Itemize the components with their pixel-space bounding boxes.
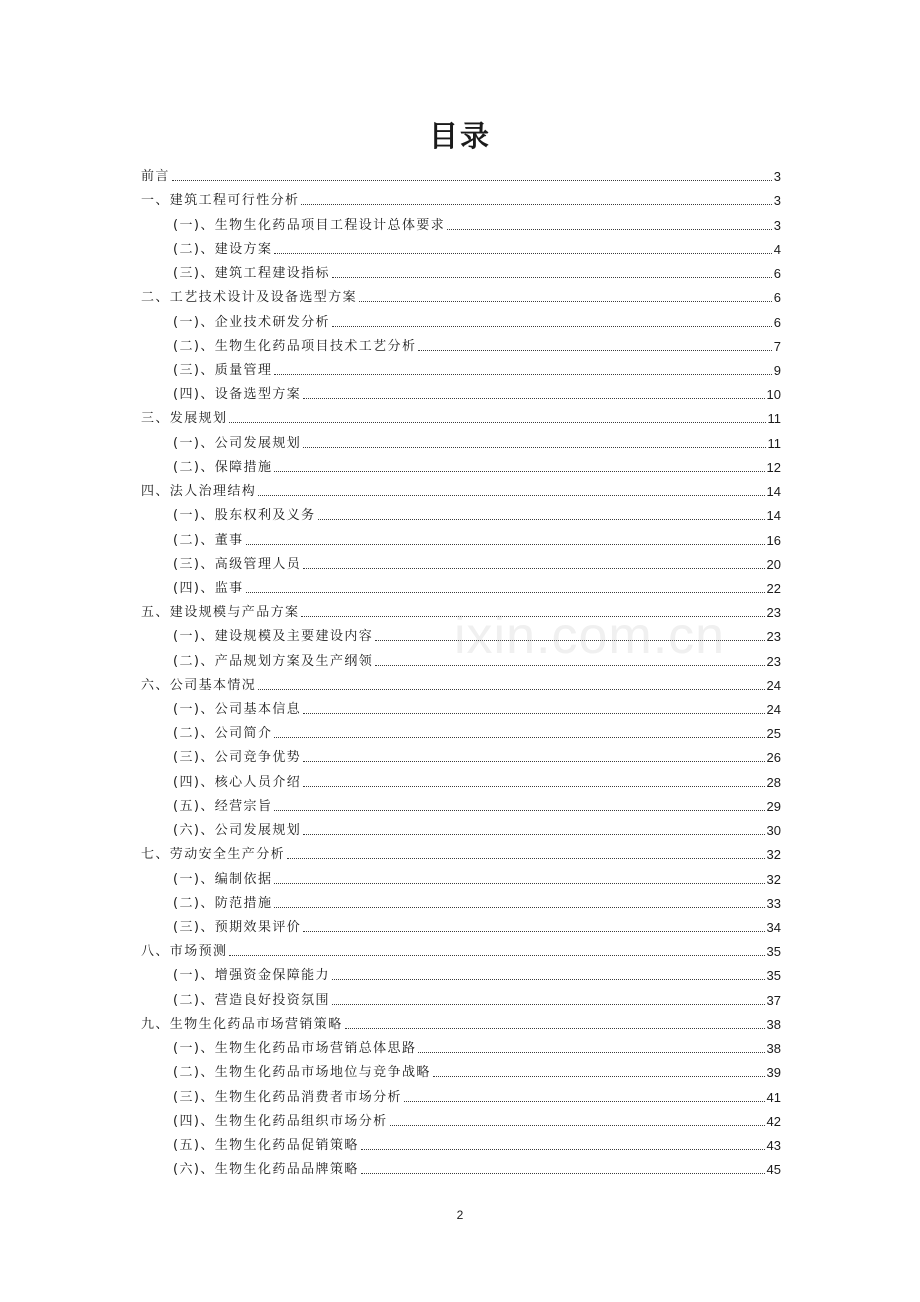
toc-section-entry[interactable] (141, 1081, 781, 1105)
toc-entry-page-number: 26 (766, 750, 781, 766)
toc-section-entry[interactable] (141, 1033, 781, 1057)
toc-chapter-entry[interactable] (141, 839, 781, 863)
toc-dot-leader (359, 301, 772, 302)
toc-entry-label: (五)、经营宗旨 (173, 798, 273, 814)
toc-entry-page-number: 43 (766, 1137, 781, 1153)
toc-entry-label: (一)、建设规模及主要建设内容 (173, 629, 374, 645)
toc-section-entry[interactable] (141, 209, 781, 233)
toc-section-entry[interactable] (141, 549, 781, 573)
table-of-contents (141, 161, 781, 1178)
toc-dot-leader (433, 1076, 765, 1077)
toc-entry-label: (三)、生物生化药品消费者市场分析 (173, 1089, 402, 1105)
toc-entry-label: (一)、生物生化药品市场营销总体思路 (173, 1041, 417, 1057)
toc-section-entry[interactable] (141, 645, 781, 669)
toc-dot-leader (332, 979, 765, 980)
toc-entry-label: (三)、建筑工程建设指标 (173, 266, 330, 282)
toc-entry-page-number: 39 (766, 1065, 781, 1081)
toc-dot-leader (303, 786, 764, 787)
toc-dot-leader (287, 858, 765, 859)
toc-entry-label: (二)、生物生化药品项目技术工艺分析 (173, 338, 417, 354)
toc-section-entry[interactable] (141, 815, 781, 839)
toc-entry-page-number: 25 (766, 726, 781, 742)
toc-dot-leader (229, 422, 765, 423)
toc-entry-label: (四)、监事 (173, 580, 244, 596)
toc-dot-leader (318, 519, 765, 520)
toc-entry-page-number: 6 (773, 266, 781, 282)
toc-chapter-entry[interactable] (141, 161, 781, 185)
toc-entry-page-number: 30 (766, 823, 781, 839)
toc-entry-label: (一)、股东权利及义务 (173, 508, 316, 524)
toc-entry-page-number: 10 (766, 387, 781, 403)
toc-entry-page-number: 32 (766, 871, 781, 887)
toc-dot-leader (390, 1125, 765, 1126)
toc-entry-page-number: 11 (767, 435, 781, 451)
toc-dot-leader (303, 761, 764, 762)
toc-entry-label: (二)、防范措施 (173, 895, 273, 911)
toc-entry-page-number: 41 (766, 1089, 781, 1105)
toc-dot-leader (301, 204, 771, 205)
toc-entry-page-number: 23 (766, 605, 781, 621)
toc-dot-leader (404, 1101, 765, 1102)
toc-entry-page-number: 34 (766, 920, 781, 935)
toc-section-entry[interactable] (141, 742, 781, 766)
toc-entry-label: (一)、企业技术研发分析 (173, 314, 330, 330)
toc-entry-page-number: 14 (766, 484, 781, 500)
toc-entry-label: (一)、增强资金保障能力 (173, 968, 330, 984)
toc-entry-page-number: 3 (773, 193, 781, 209)
toc-entry-page-number: 12 (766, 459, 781, 475)
toc-entry-label: (二)、建设方案 (173, 241, 273, 257)
toc-section-entry[interactable] (141, 1130, 781, 1154)
toc-entry-page-number: 45 (766, 1162, 781, 1178)
toc-section-entry[interactable] (141, 1057, 781, 1081)
toc-entry-page-number: 28 (766, 774, 781, 790)
toc-entry-label: (六)、公司发展规划 (173, 823, 302, 839)
toc-entry-label: (四)、设备选型方案 (173, 387, 302, 403)
toc-section-entry[interactable] (141, 258, 781, 282)
toc-dot-leader (361, 1149, 765, 1150)
toc-entry-page-number: 38 (766, 1016, 781, 1032)
toc-entry-label: (二)、营造良好投资氛围 (173, 992, 330, 1008)
toc-dot-leader (361, 1173, 765, 1174)
toc-entry-label: (一)、编制依据 (173, 871, 273, 887)
toc-dot-leader (274, 471, 764, 472)
toc-entry-page-number: 3 (773, 217, 781, 233)
toc-dot-leader (332, 277, 772, 278)
toc-section-entry[interactable] (141, 1106, 781, 1130)
toc-entry-page-number: 9 (773, 362, 781, 378)
toc-section-entry[interactable] (141, 863, 781, 887)
toc-dot-leader (229, 955, 764, 956)
toc-entry-page-number: 37 (766, 992, 781, 1008)
toc-entry-label: (六)、生物生化药品品牌策略 (173, 1162, 359, 1178)
toc-section-entry[interactable] (141, 427, 781, 451)
toc-entry-label: 一、建筑工程可行性分析 (141, 193, 300, 209)
toc-section-entry[interactable] (141, 621, 781, 645)
toc-section-entry[interactable] (141, 452, 781, 476)
toc-section-entry[interactable] (141, 984, 781, 1008)
toc-dot-leader (332, 326, 772, 327)
toc-entry-label: 七、劳动安全生产分析 (141, 847, 286, 863)
toc-section-entry[interactable] (141, 379, 781, 403)
toc-dot-leader (418, 350, 771, 351)
toc-dot-leader (246, 592, 765, 593)
toc-entry-label: 五、建设规模与产品方案 (141, 605, 300, 621)
toc-dot-leader (274, 907, 764, 908)
toc-dot-leader (418, 1052, 764, 1053)
toc-entry-page-number: 35 (766, 944, 781, 960)
toc-entry-page-number: 23 (766, 653, 781, 669)
toc-entry-label: (一)、公司发展规划 (173, 435, 302, 451)
toc-dot-leader (274, 374, 771, 375)
page-title: 目录 (428, 119, 491, 153)
toc-dot-leader (447, 229, 772, 230)
toc-entry-page-number: 23 (766, 629, 781, 645)
toc-dot-leader (303, 398, 764, 399)
toc-dot-leader (375, 640, 764, 641)
toc-section-entry[interactable] (141, 355, 781, 379)
watermark: ixin.com.cn (454, 607, 726, 665)
toc-entry-page-number: 20 (766, 556, 781, 572)
toc-entry-page-number: 7 (773, 338, 781, 354)
toc-dot-leader (274, 883, 764, 884)
toc-dot-leader (375, 665, 764, 666)
toc-entry-label: (二)、生物生化药品市场地位与竞争战略 (173, 1065, 431, 1081)
toc-dot-leader (274, 253, 771, 254)
toc-dot-leader (303, 447, 765, 448)
toc-entry-page-number: 29 (766, 798, 781, 814)
toc-chapter-entry[interactable] (141, 1009, 781, 1033)
toc-dot-leader (303, 713, 764, 714)
toc-chapter-entry[interactable] (141, 936, 781, 960)
toc-entry-label: (三)、预期效果评价 (173, 920, 302, 935)
toc-entry-label: (二)、保障措施 (173, 459, 273, 475)
toc-entry-label: (一)、公司基本信息 (173, 702, 302, 718)
toc-dot-leader (303, 931, 764, 932)
toc-entry-page-number: 11 (767, 411, 781, 427)
toc-entry-page-number: 24 (766, 677, 781, 693)
page-number: 2 (456, 1208, 464, 1222)
toc-entry-page-number: 16 (766, 532, 781, 548)
toc-section-entry[interactable] (141, 694, 781, 718)
toc-section-entry[interactable] (141, 500, 781, 524)
toc-entry-page-number: 32 (766, 847, 781, 863)
toc-section-entry[interactable] (141, 331, 781, 355)
toc-dot-leader (274, 737, 764, 738)
toc-dot-leader (258, 689, 764, 690)
toc-chapter-entry[interactable] (141, 476, 781, 500)
toc-chapter-entry[interactable] (141, 185, 781, 209)
toc-entry-label: (二)、产品规划方案及生产纲领 (173, 653, 374, 669)
toc-entry-page-number: 24 (766, 702, 781, 718)
toc-dot-leader (258, 495, 764, 496)
toc-entry-label: (一)、生物生化药品项目工程设计总体要求 (173, 217, 446, 233)
toc-section-entry[interactable] (141, 960, 781, 984)
toc-section-entry[interactable] (141, 573, 781, 597)
toc-entry-label: 九、生物生化药品市场营销策略 (141, 1016, 343, 1032)
toc-section-entry[interactable] (141, 1154, 781, 1178)
toc-section-entry[interactable] (141, 766, 781, 790)
toc-dot-leader (303, 834, 764, 835)
toc-entry-label: (二)、公司简介 (173, 726, 273, 742)
toc-entry-page-number: 6 (773, 314, 781, 330)
toc-entry-label: 四、法人治理结构 (141, 484, 257, 500)
toc-entry-label: 八、市场预测 (141, 944, 228, 960)
toc-section-entry[interactable] (141, 791, 781, 815)
toc-dot-leader (246, 544, 765, 545)
toc-chapter-entry[interactable] (141, 282, 781, 306)
toc-entry-label: 六、公司基本情况 (141, 677, 257, 693)
toc-entry-label: (三)、质量管理 (173, 362, 273, 378)
toc-chapter-entry[interactable] (141, 597, 781, 621)
toc-section-entry[interactable] (141, 888, 781, 912)
toc-dot-leader (303, 568, 764, 569)
toc-section-entry[interactable] (141, 524, 781, 548)
toc-section-entry[interactable] (141, 306, 781, 330)
toc-entry-label: (五)、生物生化药品促销策略 (173, 1137, 359, 1153)
toc-chapter-entry[interactable] (141, 403, 781, 427)
toc-entry-label: (二)、董事 (173, 532, 244, 548)
toc-entry-label: 三、发展规划 (141, 411, 228, 427)
toc-entry-page-number: 42 (766, 1113, 781, 1129)
toc-entry-label: (三)、高级管理人员 (173, 556, 302, 572)
toc-dot-leader (345, 1028, 765, 1029)
toc-section-entry[interactable] (141, 234, 781, 258)
toc-entry-page-number: 6 (773, 290, 781, 306)
toc-section-entry[interactable] (141, 718, 781, 742)
toc-entry-label: (三)、公司竞争优势 (173, 750, 302, 766)
toc-entry-page-number: 3 (773, 169, 781, 185)
toc-entry-page-number: 38 (766, 1041, 781, 1057)
toc-chapter-entry[interactable] (141, 670, 781, 694)
toc-entry-label: (四)、核心人员介绍 (173, 774, 302, 790)
toc-entry-page-number: 14 (766, 508, 781, 524)
toc-dot-leader (172, 180, 772, 181)
toc-entry-page-number: 22 (766, 580, 781, 596)
toc-entry-page-number: 33 (766, 895, 781, 911)
toc-entry-label: (四)、生物生化药品组织市场分析 (173, 1113, 388, 1129)
toc-entry-page-number: 35 (766, 968, 781, 984)
toc-entry-page-number: 4 (773, 241, 781, 257)
toc-entry-label: 前言 (141, 169, 170, 185)
toc-dot-leader (301, 616, 764, 617)
toc-entry-label: 二、工艺技术设计及设备选型方案 (141, 290, 358, 306)
toc-section-entry[interactable] (141, 912, 781, 936)
toc-dot-leader (274, 810, 764, 811)
toc-dot-leader (332, 1004, 765, 1005)
